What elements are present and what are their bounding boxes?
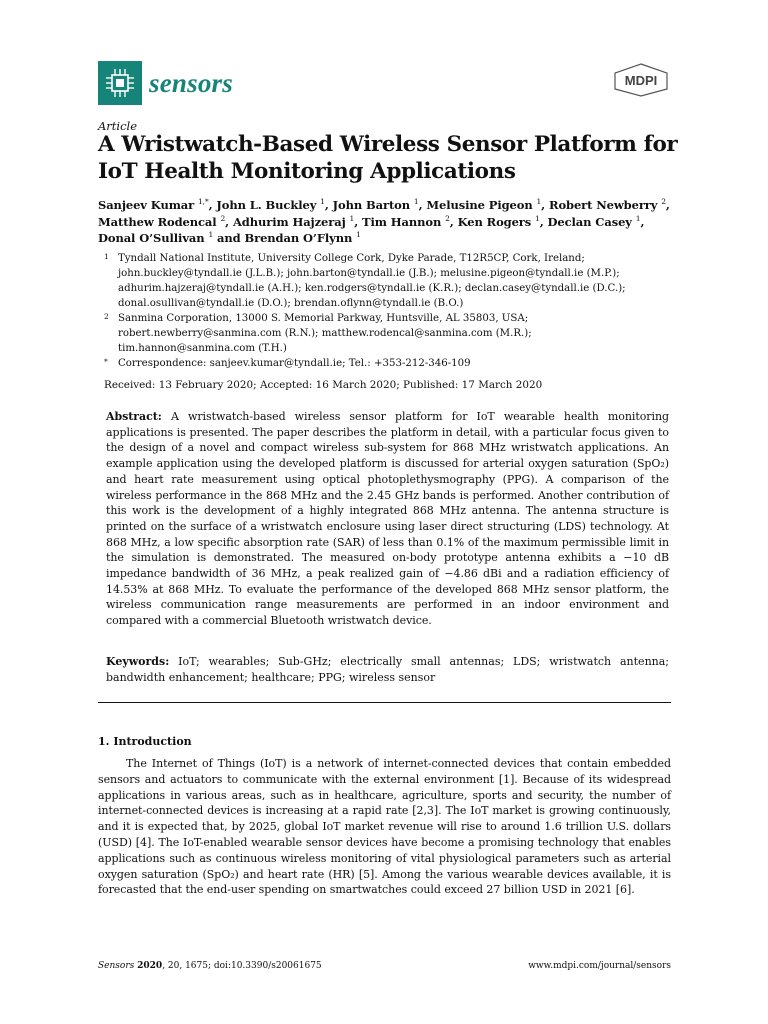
affiliation-line: adhurim.hajzeraj@tyndall.ie (A.H.); ken.rodgers@tyndall.ie (K.R.); declan.casey@tyndall.ie (D.C.); [118,283,626,294]
author-affiliation-mark: 1 [635,213,641,223]
affiliation [104,251,674,311]
author-affiliation-mark: 1 [536,197,542,207]
author-name: Ken Rogers [457,214,532,229]
affiliation-line: tim.hannon@sanmina.com (T.H.) [118,343,287,354]
affiliation-mark: 1 [104,252,109,261]
affiliation-line: robert.newberry@sanmina.com (R.N.); matthew.rodencal@sanmina.com (M.R.); [118,328,532,339]
author-name: Sanjeev Kumar [98,198,195,212]
author-name: John Barton [332,198,410,212]
author-name: Brendan O’Flynn [244,231,353,245]
divider [98,702,671,703]
author-affiliation-mark: 1 [208,230,214,240]
affiliation-mark: 2 [104,312,109,321]
footer-citation [98,961,322,971]
affiliation-line: donal.osullivan@tyndall.ie (D.O.); brendan.oflynn@tyndall.ie (B.O.) [118,298,464,309]
keywords-label: Keywords: [106,655,170,668]
abstract [106,409,669,629]
journal-name: sensors [149,67,233,98]
author-name: John L. Buckley [216,198,317,212]
affiliation-line: Tyndall National Institute, University College Cork, Dyke Parade, T12R5CP, Cork, Ireland; [118,253,585,264]
author-name: Adhurim Hajzeraj [232,214,346,229]
author-affiliation-mark: 1 [320,197,325,207]
introduction-paragraph: The Internet of Things (IoT) is a network of internet-connected devices that contain embedded sensors and actuators to communicate with the external environment [1]. Because of its widespread applications in various areas, such as in healthcare, agriculture, sports and security, the number of internet-connected devices is increasing at a rapid rate [2,3]. The IoT market is growing continuously, and it is expected that, by 2025, global IoT market revenue will rise to around 1.6 trillion U.S. dollars (USD) [4]. The IoT-enabled wearable sensor devices have become a promising technology that enables applications such as continuous wireless monitoring of vital physiological parameters such as arterial oxygen saturation (SpO₂) and heart rate (HR) [5]. Among the various wearable devices available, it is forecasted that the end-user spending on smartwatches could exceed 27 billion USD in 2021 [6]. [98,757,671,897]
affiliations [104,251,674,371]
keywords [106,654,669,685]
author-name: Tim Hannon [362,214,442,229]
author-affiliation-mark: 1 [356,230,361,240]
article-type: Article [98,119,138,133]
affiliation-line: john.buckley@tyndall.ie (J.L.B.); john.barton@tyndall.ie (J.B.); melusine.pigeon@tyndall.ie (M.P.); [118,268,620,279]
affiliation-mark: * [104,357,108,366]
mdpi-logo [612,63,670,97]
affiliation-line: Correspondence: sanjeev.kumar@tyndall.ie; Tel.: +353-212-346-109 [118,358,471,369]
section-heading: 1. Introduction [98,735,192,748]
abstract-label: Abstract: [106,410,162,423]
abstract-text: A wristwatch-based wireless sensor platform for IoT wearable health monitoring applications is presented. The paper describes the platform in detail, with a particular focus given to the design of a novel and compact wireless sub-system for 868 MHz wristwatch applications. An example application using the developed platform is discussed for arterial oxygen saturation (SpO₂) and heart rate measurement using optical photoplethysmography (PPG). A comparison of the wireless performance in the 868 MHz and the 2.45 GHz bands is performed. Another contribution of this work is the development of a highly integrated 868 MHz antenna. The antenna structure is printed on the surface of a wristwatch enclosure using laser direct structuring (LDS) technology. At 868 MHz, a low specific absorption rate (SAR) of less than 0.1% of the maximum permissible limit in the simulation is demonstrated. The measured on-body prototype antenna exhibits a −10 dB impedance bandwidth of 36 MHz, a peak realized gain of −4.86 dBi and a radiation efficiency of 14.53% at 868 MHz. To evaluate the performance of the developed 868 MHz sensor platform, the wireless communication range measurements are performed in an indoor environment and compared with a commercial Bluetooth wristwatch device. [106,410,670,628]
author-affiliation-mark: 2 [661,197,666,207]
author-name: Melusine Pigeon [426,198,533,212]
author-name: Robert Newberry [548,198,658,212]
affiliation [104,311,674,356]
author-affiliation-mark: 1 [349,213,355,223]
journal-logo [98,61,233,105]
author-affiliation-mark: 1 [535,213,540,223]
paper-title: A Wristwatch-Based Wireless Sensor Platform for IoT Health Monitoring Applications [98,132,678,184]
keywords-text: IoT; wearables; Sub-GHz; electrically small antennas; LDS; wristwatch antenna; bandwidth enhancement; healthcare; PPG; wireless sensor [106,655,669,684]
chip-icon [98,61,142,105]
author-affiliation-mark: 2 [445,213,450,223]
publisher-name: MDPI [624,73,658,88]
footer-year: 2020 [137,961,163,971]
footer-website: www.mdpi.com/journal/sensors [528,961,671,971]
affiliation [104,356,674,371]
author-list: Sanjeev Kumar $^{1,*}$, John L. Buckley $^1$, John Barton $^1$, Melusine Pigeon $^1$, Robert Newberry $^2$, Matthew Rodencal $^2$, Adhurim Hajzeraj $^1$, Tim Hannon $^2$, Ken Rogers $^1$, Declan Casey $^1$, Donal O’Sullivan $^1$ and Brendan O’Flynn $^1$ [98,197,670,245]
affiliation-line: Sanmina Corporation, 13000 S. Memorial Parkway, Huntsville, AL 35803, USA; [118,313,529,324]
author-name: Declan Casey [547,214,632,229]
footer-citation-rest: , 20, 1675; doi:10.3390/s20061675 [162,961,322,971]
author-name: Matthew Rodencal [98,214,217,229]
author-affiliation-mark: 1,* [198,197,209,207]
footer-journal: Sensors [98,961,135,971]
author-name: Donal O’Sullivan [98,231,205,245]
author-affiliation-mark: 2 [220,213,226,223]
publication-dates: Received: 13 February 2020; Accepted: 16 March 2020; Published: 17 March 2020 [104,379,543,391]
author-affiliation-mark: 1 [413,197,419,207]
